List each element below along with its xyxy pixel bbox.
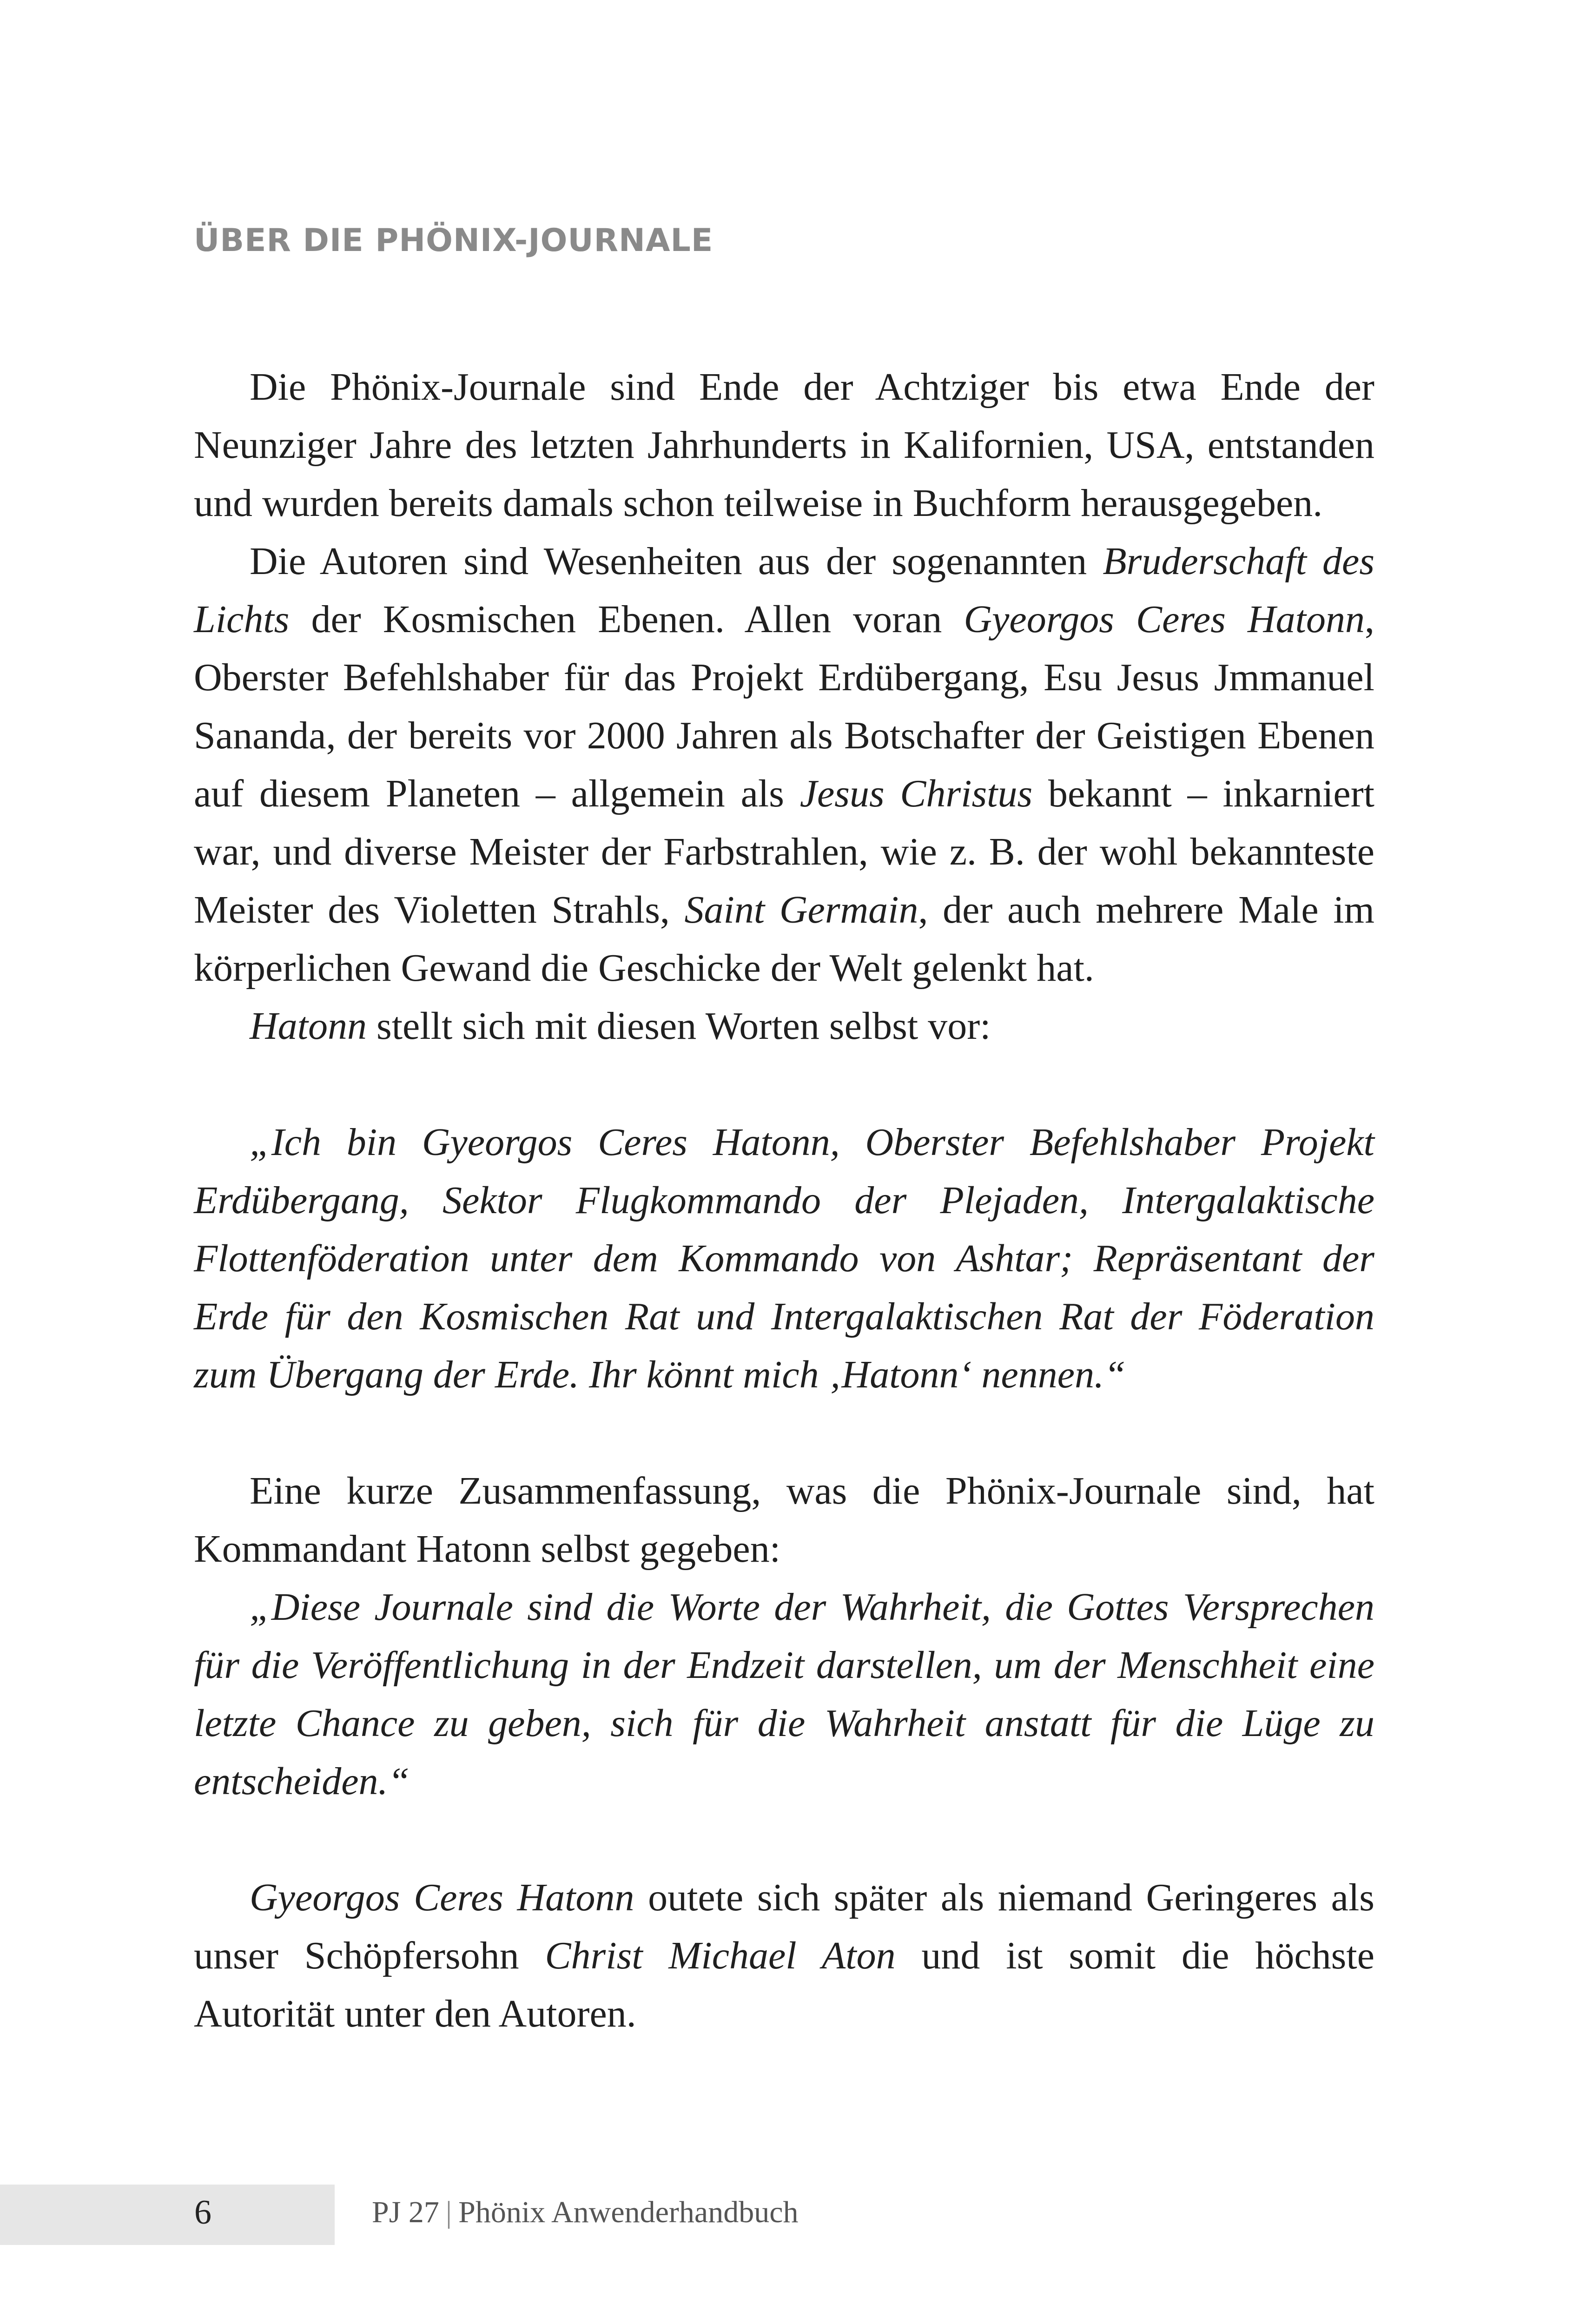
italic-run: Gyeorgos Ceres Hatonn xyxy=(250,1876,634,1919)
italic-run: Christ Michael Aton xyxy=(545,1934,896,1977)
quote-journals: „Diese Journale sind die Worte der Wahrheit, die Gottes Versprechen für die Veröffentlichung in der Endzeit darstellen, um der Menschheit eine letzte Chance zu geben, sich für die Wahrheit anstatt für die Lüge zu entscheiden.“ xyxy=(194,1585,1374,1803)
italic-run: Saint Germain xyxy=(684,888,918,931)
book-code: PJ 27 xyxy=(372,2195,439,2229)
paragraph-intro: Die Phönix-Journale sind Ende der Achtziger bis etwa Ende der Neunziger Jahre des letzten Jahrhunderts in Kalifornien, USA, entstanden und wurden bereits damals schon teilweise in Buchform herausgegeben. xyxy=(194,365,1374,525)
italic-run: Gyeorgos Ceres Hatonn xyxy=(964,598,1365,641)
paragraph-authority xyxy=(194,1868,1374,2043)
paragraph-authors xyxy=(194,532,1374,997)
spacer xyxy=(194,1404,1374,1462)
text-run: der Kosmischen Ebenen. Allen voran xyxy=(289,598,964,641)
paragraph-introduction-line xyxy=(194,997,1374,1055)
footer-page-number-bar xyxy=(0,2185,335,2245)
paragraph-summary: Eine kurze Zusammenfassung, was die Phönix-Journale sind, hat Kommandant Hatonn selbst gegeben: xyxy=(194,1469,1374,1571)
quote-hatonn-introduction: „Ich bin Gyeorgos Ceres Hatonn, Oberster Befehlshaber Projekt Erdübergang, Sektor Flugkommando der Plejaden, Intergalaktische Flottenföderation unter dem Kommando von Ashtar; Repräsentant der Erde für den Kosmischen Rat und Intergalaktischen Rat der Föderation zum Übergang der Erde. Ihr könnt mich ‚Hatonn‘ nennen.“ xyxy=(194,1121,1374,1396)
text-run: , der auch mehrere Male im körperlichen Gewand die Geschicke der Welt gelenkt hat. xyxy=(194,888,1375,990)
book-title: Phönix Anwenderhandbuch xyxy=(458,2195,799,2229)
italic-run: Bruderschaft des Lichts xyxy=(194,540,1375,641)
text-run: outete sich später als niemand Geringeres als unser Schöpfersohn xyxy=(194,1876,1374,1977)
text-run: , Oberster Befehlshaber für das Projekt Erdübergang, Esu Jesus Jmmanuel Sananda, der bereits vor 2000 Jahren als Botschafter der Geistigen Ebenen auf diesem Planeten – allgemein als xyxy=(194,598,1374,815)
body-text xyxy=(194,358,1374,2043)
spacer xyxy=(194,1810,1374,1868)
text-run: und ist somit die höchste Autorität unter den Autoren. xyxy=(194,1934,1374,2035)
italic-run: Hatonn xyxy=(250,1004,367,1048)
text-run: bekannt – inkarniert war, und diverse Meister der Farbstrahlen, wie z. B. der wohl bekannteste Meister des Violetten Strahls, xyxy=(194,772,1374,931)
text-run: Die Autoren sind Wesenheiten aus der sogenannten xyxy=(250,540,1103,583)
running-footer xyxy=(372,2195,799,2230)
page-number: 6 xyxy=(194,2193,211,2232)
spacer xyxy=(194,1055,1374,1113)
footer-separator: | xyxy=(445,2195,452,2229)
text-run: stellt sich mit diesen Worten selbst vor: xyxy=(367,1004,991,1048)
section-heading: ÜBER DIE PHÖNIX-JOURNALE xyxy=(194,222,713,259)
italic-run: Jesus Christus xyxy=(799,772,1033,815)
